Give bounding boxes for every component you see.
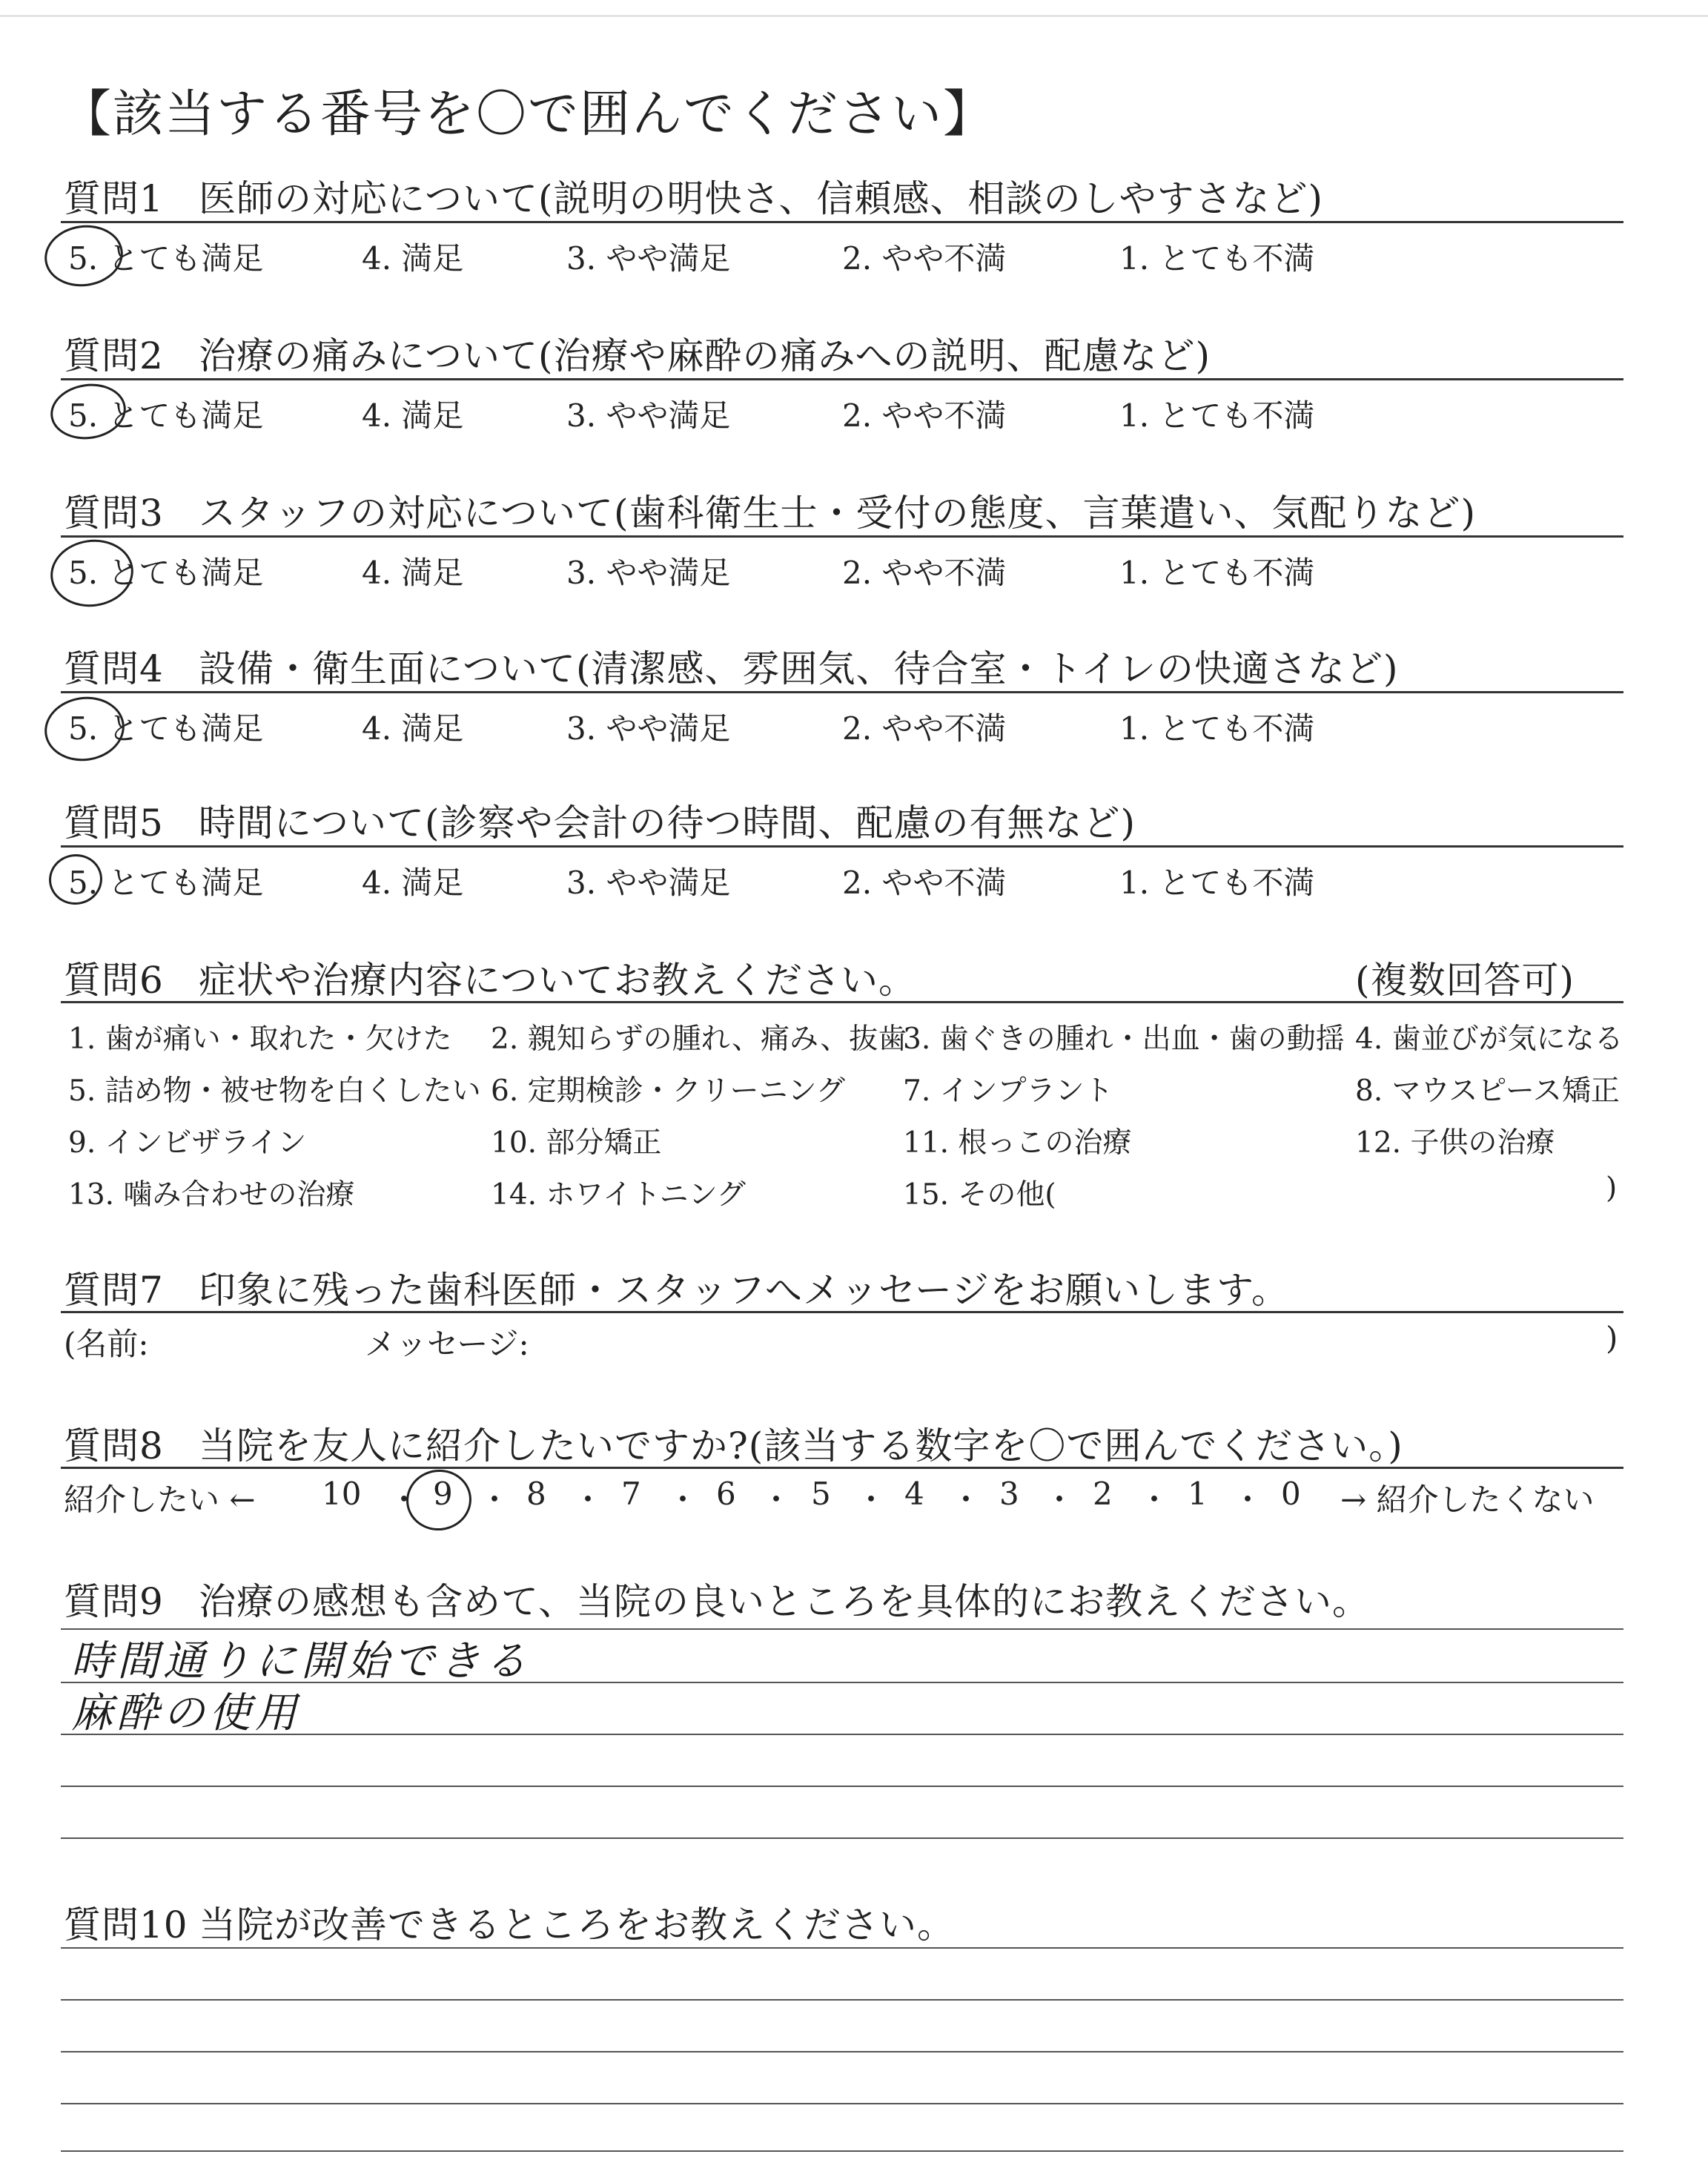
question-8-label: 質問8	[64, 1424, 164, 1467]
q2-option-2[interactable]: 2. やや不満	[842, 397, 1007, 434]
q9-handwritten-answer-1: 時間通りに開始できる	[71, 1637, 531, 1685]
q6-item-11[interactable]: 11. 根っこの治療	[903, 1126, 1132, 1160]
q8-separator: ・	[950, 1482, 982, 1518]
q6-item-15[interactable]: 15. その他(	[903, 1178, 1056, 1212]
question-2-label: 質問2	[64, 334, 164, 377]
q8-scale-5[interactable]: 5	[811, 1476, 831, 1512]
q6-item-14[interactable]: 14. ホワイトニング	[491, 1178, 746, 1212]
q8-scale-1[interactable]: 1	[1188, 1476, 1208, 1512]
q4-selection-circle	[41, 692, 129, 766]
q3-option-4[interactable]: 4. 満足	[362, 555, 464, 591]
q5-option-1[interactable]: 1. とても不満	[1119, 865, 1315, 901]
q8-scale-6[interactable]: 6	[716, 1476, 736, 1512]
q8-left-label: 紹介したい ←	[64, 1482, 256, 1518]
q6-item-9[interactable]: 9. インビザライン	[68, 1126, 307, 1160]
question-3-label: 質問3	[64, 492, 164, 535]
question-5-text: 時間について(診察や会計の待つ時間、配慮の有無など)	[199, 802, 1136, 845]
q8-separator: ・	[572, 1482, 604, 1518]
q6-item-13[interactable]: 13. 噛み合わせの治療	[68, 1178, 355, 1212]
q1-selection-circle	[41, 220, 127, 291]
question-5-rule	[61, 845, 1623, 848]
q6-item-1[interactable]: 1. 歯が痛い・取れた・欠けた	[68, 1023, 452, 1056]
q4-option-2[interactable]: 2. やや不満	[842, 710, 1007, 747]
q8-right-label: → 紹介したくない	[1340, 1482, 1595, 1518]
q6-other-close-paren: )	[1606, 1172, 1618, 1205]
question-2-rule	[61, 378, 1623, 380]
q8-scale-10[interactable]: 10	[322, 1476, 362, 1512]
q6-item-4[interactable]: 4. 歯並びが気になる	[1355, 1023, 1623, 1056]
q4-option-5[interactable]: 5. とても満足	[68, 710, 264, 747]
question-9-text: 治療の感想も含めて、当院の良いところを具体的にお教えください。	[199, 1580, 1370, 1623]
q5-option-2[interactable]: 2. やや不満	[842, 865, 1007, 901]
q6-item-8[interactable]: 8. マウスピース矯正	[1355, 1074, 1620, 1108]
q8-separator: ・	[761, 1482, 792, 1518]
q10-answer-line	[61, 1999, 1623, 2001]
q10-answer-line	[61, 2150, 1623, 2152]
q7-name-label: (名前:	[64, 1326, 149, 1362]
q8-separator: ・	[479, 1482, 511, 1518]
q6-item-7[interactable]: 7. インプラント	[903, 1074, 1113, 1108]
question-8-text: 当院を友人に紹介したいですか?(該当する数字を〇で囲んでください。)	[199, 1424, 1403, 1467]
q3-option-3[interactable]: 3. やや満足	[566, 555, 731, 591]
question-6-label: 質問6	[64, 959, 164, 1002]
question-10-label: 質問10	[64, 1903, 188, 1946]
q1-option-4[interactable]: 4. 満足	[362, 240, 464, 277]
q4-option-1[interactable]: 1. とても不満	[1119, 710, 1315, 747]
q9-answer-line	[61, 1786, 1623, 1787]
q6-item-3[interactable]: 3. 歯ぐきの腫れ・出血・歯の動揺	[903, 1023, 1345, 1056]
q4-option-3[interactable]: 3. やや満足	[566, 710, 731, 747]
q2-option-3[interactable]: 3. やや満足	[566, 397, 731, 434]
q10-answer-line	[61, 2051, 1623, 2052]
q8-separator: ・	[855, 1482, 887, 1518]
question-9-label: 質問9	[64, 1580, 164, 1623]
question-7-rule	[61, 1311, 1623, 1313]
q1-option-2[interactable]: 2. やや不満	[842, 240, 1007, 277]
q10-answer-line	[61, 2103, 1623, 2104]
question-6-text: 症状や治療内容についてお教えください。	[199, 959, 916, 1002]
q9-handwritten-answer-2: 麻酔の使用	[71, 1689, 301, 1737]
question-7-text: 印象に残った歯科医師・スタッフへメッセージをお願いします。	[199, 1269, 1289, 1312]
q5-option-4[interactable]: 4. 満足	[362, 865, 464, 901]
q8-scale-2[interactable]: 2	[1093, 1476, 1113, 1512]
q5-option-5[interactable]: 5. とても満足	[68, 865, 264, 901]
q8-separator: ・	[388, 1482, 420, 1518]
question-5-label: 質問5	[64, 802, 164, 845]
q1-option-5[interactable]: 5. とても満足	[68, 240, 264, 277]
q8-scale-4[interactable]: 4	[904, 1476, 924, 1512]
q4-option-4[interactable]: 4. 満足	[362, 710, 464, 747]
q2-option-5[interactable]: 5. とても満足	[68, 397, 264, 434]
q5-option-3[interactable]: 3. やや満足	[566, 865, 731, 901]
q8-scale-7[interactable]: 7	[621, 1476, 641, 1512]
question-3-rule	[61, 535, 1623, 538]
question-6-rule	[61, 1001, 1623, 1003]
q6-item-5[interactable]: 5. 詰め物・被せ物を白くしたい	[68, 1074, 481, 1108]
q3-selection-circle	[46, 535, 137, 612]
q2-option-4[interactable]: 4. 満足	[362, 397, 464, 434]
q8-separator: ・	[667, 1482, 699, 1518]
question-10-text: 当院が改善できるところをお教えください。	[199, 1903, 955, 1946]
question-3-text: スタッフの対応について(歯科衛生士・受付の態度、言葉遣い、気配りなど)	[199, 492, 1477, 535]
q8-scale-9[interactable]: 9	[433, 1476, 453, 1512]
q7-message-label: メッセージ:	[365, 1326, 529, 1362]
q6-item-6[interactable]: 6. 定期検診・クリーニング	[491, 1074, 845, 1108]
question-2-text: 治療の痛みについて(治療や麻酔の痛みへの説明、配慮など)	[199, 334, 1211, 377]
question-4-label: 質問4	[64, 647, 164, 690]
form-header: 【該当する番号を〇で囲んでください】	[61, 85, 996, 144]
q3-option-1[interactable]: 1. とても不満	[1119, 555, 1315, 591]
question-4-rule	[61, 691, 1623, 693]
q8-scale-8[interactable]: 8	[526, 1476, 546, 1512]
q9-answer-line	[61, 1837, 1623, 1839]
q8-separator: ・	[1044, 1482, 1076, 1518]
q7-close-paren: )	[1606, 1320, 1618, 1356]
question-1-rule	[61, 221, 1623, 223]
q1-option-3[interactable]: 3. やや満足	[566, 240, 731, 277]
scan-edge	[0, 15, 1708, 17]
question-1-label: 質問1	[64, 177, 164, 220]
q3-option-5[interactable]: 5. とても満足	[68, 555, 264, 591]
q6-item-12[interactable]: 12. 子供の治療	[1355, 1126, 1555, 1160]
q8-scale-3[interactable]: 3	[999, 1476, 1019, 1512]
question-6-note: (複数回答可)	[1355, 959, 1575, 1002]
q3-option-2[interactable]: 2. やや不満	[842, 555, 1007, 591]
q8-scale-0[interactable]: 0	[1281, 1476, 1301, 1512]
q6-item-2[interactable]: 2. 親知らずの腫れ、痛み、抜歯	[491, 1023, 907, 1056]
question-1-text: 医師の対応について(説明の明快さ、信頼感、相談のしやすさなど)	[199, 177, 1324, 220]
q1-option-1[interactable]: 1. とても不満	[1119, 240, 1315, 277]
q8-separator: ・	[1139, 1482, 1171, 1518]
question-4-text: 設備・衛生面について(清潔感、雰囲気、待合室・トイレの快適さなど)	[199, 647, 1399, 690]
q2-option-1[interactable]: 1. とても不満	[1119, 397, 1315, 434]
question-8-rule	[61, 1467, 1623, 1469]
q6-item-10[interactable]: 10. 部分矯正	[491, 1126, 662, 1160]
q10-answer-line	[61, 1947, 1623, 1949]
q8-separator: ・	[1232, 1482, 1264, 1518]
question-7-label: 質問7	[64, 1269, 164, 1312]
